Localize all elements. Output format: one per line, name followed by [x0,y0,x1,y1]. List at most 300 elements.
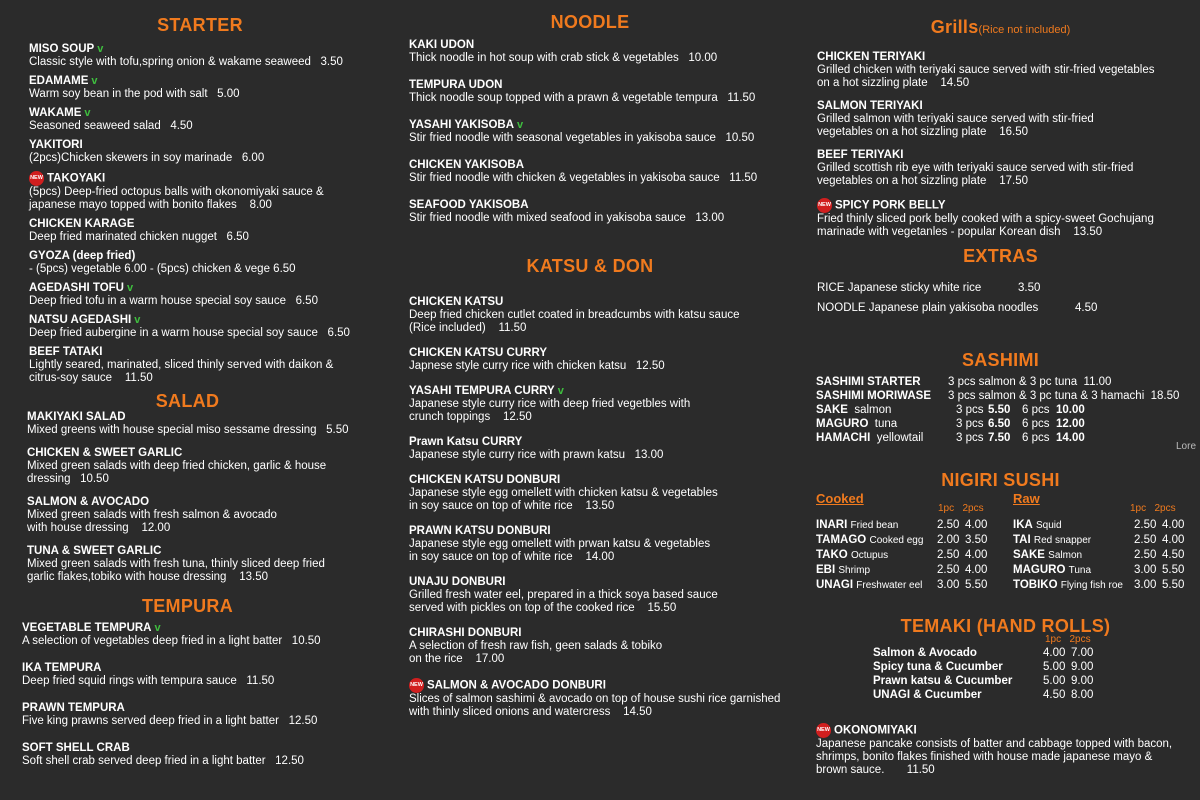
right-column [808,0,1200,800]
menu-item-desc-text: Deep fried tofu in a warm house special soy sauce [29,295,286,307]
nigiri-title: NIGIRI SUSHI [941,470,1060,490]
temaki-row [873,674,1193,688]
nigiri-price-1pc: 3.00 [1134,579,1157,591]
menu-item-name: SOFT SHELL CRAB [22,742,130,754]
menu-item [27,496,399,535]
menu-item-name: CHICKEN YAKISOBA [409,159,525,171]
noodle-list [409,39,804,239]
menu-item-header [22,662,397,675]
menu-item-header [817,149,1197,162]
menu-item-desc [27,460,399,486]
menu-item-desc-text: Stir fried noodle with seasonal vegetables in yakisoba sauce [409,132,716,144]
nigiri-name-cell [816,578,937,593]
nigiri-name: TAI [1013,534,1031,546]
menu-item-desc-line2 [817,175,1197,188]
menu-item-desc-text: Seasoned seaweed salad [29,120,161,132]
menu-item-price: 11.50 [729,172,758,184]
nigiri-name-cell [1013,533,1134,548]
menu-item-name: BEEF TERIYAKI [817,149,904,161]
nigiri-name-cell [816,548,937,563]
sashimi-p3: 3 pcs [956,418,984,430]
menu-item [29,171,399,212]
menu-item-price: 16.50 [999,126,1028,138]
menu-item-header [27,545,399,558]
menu-item-name: CHICKEN KATSU DONBURI [409,474,561,486]
menu-item-header [409,525,804,538]
menu-item-desc2-text: served with pickles on top of the cooked rice [409,602,635,614]
nigiri-sub: Octupus [850,550,889,561]
new-badge-icon: NEW [816,723,831,738]
menu-item-desc-text: Lightly seared, marinated, sliced thinly served with daikon & [29,359,334,371]
menu-item-name: WAKAME [29,107,82,119]
menu-item-header [29,139,399,152]
cooked-header [938,503,984,514]
menu-item-desc-line2 [409,551,804,564]
raw-2pcs-header: 2pcs [1154,503,1176,514]
menu-item-price: 12.50 [275,755,304,767]
menu-item-desc-text: Mixed green salads with fresh tuna, thinly sliced deep fried [27,558,325,570]
sashimi-set-desc: 3 pcs salmon & 3 pc tuna [948,376,1078,388]
nigiri-name: EBI [816,564,836,576]
menu-item-price: 14.50 [940,77,970,89]
menu-item [409,39,804,65]
menu-item [817,149,1197,188]
menu-item [29,282,399,308]
menu-item-desc [29,120,399,133]
menu-item-header [817,198,1197,213]
menu-item-desc-line2 [409,653,804,666]
menu-item-desc [27,558,399,571]
menu-item-desc-line2 [817,126,1197,139]
menu-item-name: Prawn Katsu CURRY [409,436,523,448]
sashimi-title: SASHIMI [961,350,1040,370]
extras-desc: Japanese plain yakisoba noodles [868,302,1039,314]
menu-item-price: 15.50 [647,602,677,614]
nigiri-sub: Salmon [1048,550,1083,561]
menu-item-name: SEAFOOD YAKISOBA [409,199,529,211]
nigiri-price-2pcs: 3.50 [965,534,988,546]
menu-item [22,702,397,728]
menu-item-desc-text: (5pcs) Deep-fried octopus balls with okonomiyaki sauce & [29,186,324,198]
cooked-list [816,518,1001,593]
nigiri-row [1013,578,1198,593]
sashimi-set-price: 18.50 [1150,390,1180,402]
menu-item [409,119,804,145]
menu-item-price: 17.50 [999,175,1028,187]
menu-item-price: 12.00 [141,522,171,534]
menu-item-header [409,678,804,693]
sashimi-sub: tuna [874,418,898,430]
menu-item-desc [409,92,804,105]
sashimi-set-price: 11.00 [1083,376,1112,388]
sashimi-name: MAGURO [816,418,869,430]
menu-item-desc [29,186,399,199]
sashimi-name-cell [816,417,956,431]
sashimi-v3: 6.50 [988,418,1011,430]
menu-item-desc-line2 [409,322,804,335]
nigiri-sub: Red snapper [1033,535,1092,546]
menu-item-header [29,43,399,56]
nigiri-name: TAKO [816,549,848,561]
menu-item-price: 13.50 [585,500,615,512]
menu-item-header [22,702,397,715]
sashimi-v6: 10.00 [1056,404,1085,416]
menu-item-header [409,159,804,172]
menu-item [409,436,804,462]
menu-item-desc-text: (2pcs)Chicken skewers in soy marinade [29,152,233,164]
sashimi-sub: salmon [854,404,892,416]
nigiri-price-1pc: 2.50 [937,519,960,531]
temaki-name: Salmon & Avocado [873,647,977,659]
menu-item-header [27,411,399,424]
menu-item [409,296,804,335]
nigiri-row [1013,533,1198,548]
menu-item-header [29,346,399,359]
nigiri-price-1pc: 3.00 [1134,564,1157,576]
menu-item-desc-text: Grilled chicken with teriyaki sauce served with stir-fried vegetables [817,64,1155,76]
temaki-title: TEMAKI (HAND ROLLS) [900,616,1111,636]
menu-item-name: GYOZA (deep fried) [29,250,136,262]
menu-item-price: 14.50 [623,706,652,718]
menu-item-desc-text: Japanese style curry rice with prawn katsu [409,449,626,461]
nigiri-cooked [816,491,1001,593]
nigiri-price-1pc: 3.00 [937,579,960,591]
menu-item-price: 17.00 [475,653,505,665]
menu-item-header [817,100,1197,113]
menu-item-desc [409,360,804,373]
temaki-row [873,688,1193,702]
menu-item-desc-line2 [409,500,804,513]
menu-item-desc-text: A selection of fresh raw fish, geen salads & tobiko [409,640,663,652]
grills-list [817,51,1197,249]
nigiri-sub: Fried bean [850,520,899,531]
menu-item-header [29,75,399,88]
extras-price: 4.50 [1075,302,1098,314]
menu-item-name: YAKITORI [29,139,83,151]
menu-item-header [29,250,399,263]
menu-item-desc-text: A selection of vegetables deep fried in a light batter [22,635,283,647]
menu-item-price: 6.00 [241,152,265,164]
nigiri-sub: Cooked egg [869,535,924,546]
menu-item-desc [409,309,804,322]
menu-item-desc2-text: on a hot sizzling plate [817,77,928,89]
menu-item-desc [409,172,804,185]
tempura-title: TEMPURA [141,596,234,616]
menu-item-header [409,79,804,92]
menu-item-desc-text: Deep fried squid rings with tempura sauce [22,675,237,687]
okonomiyaki-header [816,723,1200,738]
vegetarian-icon: v [517,119,524,131]
nigiri-price-2pcs: 4.50 [1162,549,1185,561]
sashimi-v3: 7.50 [988,432,1011,444]
extras-name: RICE [817,282,845,294]
nigiri-price-2pcs: 5.50 [1162,564,1185,576]
menu-item-price: 6.50 [295,295,318,307]
menu-item-desc-text: Fried thinly sliced pork belly cooked with a spicy-sweet Gochujang [817,213,1154,225]
menu-item-name: TAKOYAKI [47,172,106,185]
nigiri-row [1013,518,1198,533]
menu-item-desc [29,231,399,244]
grills-title: Grills [930,17,979,37]
new-badge-icon: NEW [817,198,832,213]
temaki-name: Spicy tuna & Cucumber [873,661,1003,673]
menu-item [29,75,399,101]
menu-item-price: 11.50 [727,92,756,104]
temaki-2pcs-header: 2pcs [1069,634,1091,645]
menu-item-desc-text: Slices of salmon sashimi & avocado on top of house sushi rice garnished [409,693,781,705]
nigiri-sub: Flying fish roe [1060,580,1123,591]
menu-item-desc-line2 [817,226,1197,239]
nigiri-name: INARI [816,519,848,531]
menu-item-price: 13.00 [634,449,664,461]
menu-item-header [409,385,804,398]
menu-item-name: NATSU AGEDASHI [29,314,132,326]
menu-item-header [29,107,399,120]
menu-item-desc-text: Deep fried marinated chicken nugget [29,231,217,243]
nigiri-name: UNAGI [816,579,854,591]
menu-item-price: 13.50 [1073,226,1103,238]
menu-item-price: 11.50 [498,322,527,334]
menu-item-desc-text: Japanese style egg omellett with prwan katsu & vegetables [409,538,711,550]
menu-item [409,159,804,185]
menu-item-desc-line2 [29,372,399,385]
menu-item-desc2-text: with thinly sliced onions and watercress [409,706,611,718]
menu-item-price: 12.50 [635,360,665,372]
temaki-price-2pcs: 9.00 [1071,675,1094,687]
menu-item-desc [409,212,804,225]
menu-item-name: PRAWN KATSU DONBURI [409,525,551,537]
sashimi-name-cell [816,403,956,417]
temaki-header [1045,634,1091,645]
sashimi-set-desc: 3 pcs salmon & 3 pc tuna & 3 hamachi [948,390,1145,402]
menu-item-desc-text: Stir fried noodle with chicken & vegetables in yakisoba sauce [409,172,720,184]
nigiri-name: MAGURO [1013,564,1066,576]
menu-item-price: 6.50 [226,231,249,243]
menu-item-header [29,314,399,327]
menu-item-price: 11.50 [124,372,153,384]
menu-item-desc [409,52,804,65]
menu-item-desc [29,263,399,276]
sashimi-set-row [816,389,1196,403]
menu-item [409,525,804,564]
menu-item-name: YASAHI TEMPURA CURRY [409,385,555,397]
vegetarian-icon: v [84,107,91,119]
menu-item-desc-line2 [27,571,399,584]
menu-item-desc2-text: crunch toppings [409,411,491,423]
nigiri-price-1pc: 2.50 [1134,534,1157,546]
sashimi-p6: 6 pcs [1022,404,1050,416]
sashimi-set-row [816,375,1196,389]
menu-item [409,199,804,225]
left-column [0,0,400,800]
menu-item-desc [409,640,804,653]
menu-item-header [22,742,397,755]
menu-item-desc2-text: marinade with vegetanles - popular Korean dish [817,226,1061,238]
menu-item-name: TEMPURA UDON [409,79,503,91]
menu-item-desc [817,162,1197,175]
extras-row [817,282,1197,295]
menu-item-price: 3.50 [320,56,343,68]
nigiri-sub: Shrimp [838,565,871,576]
menu-item-desc [29,359,399,372]
menu-item-desc [27,509,399,522]
menu-item-desc-text: Warm soy bean in the pod with salt [29,88,208,100]
menu-item [29,139,399,165]
menu-item-desc [22,675,397,688]
extras-desc: Japanese sticky white rice [847,282,982,294]
menu-item-header [27,496,399,509]
new-badge-icon: NEW [29,171,44,186]
menu-item-header [409,199,804,212]
extras-row [817,302,1197,315]
katsu-list [409,296,804,731]
menu-item-header [29,171,399,186]
nigiri-price-2pcs: 4.00 [1162,519,1185,531]
menu-item-desc-text: Deep fried aubergine in a warm house special soy sauce [29,327,318,339]
raw-title: Raw [1013,491,1040,506]
starter-title: STARTER [157,15,243,35]
nigiri-sub: Freshwater eel [856,580,923,591]
salad-title: SALAD [155,391,220,411]
nigiri-row [816,533,1001,548]
menu-item [409,576,804,615]
nigiri-name: SAKE [1013,549,1045,561]
starter-list [29,43,399,391]
menu-item [409,79,804,105]
menu-item-desc-text: Thick noodle in hot soup with crab stick & vegetables [409,52,679,64]
menu-item-desc2-text: citrus-soy sauce [29,372,113,384]
menu-item-desc2-text: in soy sauce on top of white rice [409,500,573,512]
menu-item [29,314,399,340]
menu-item-header [409,119,804,132]
temaki-price-1pc: 5.00 [1043,675,1066,687]
cooked-1pc-header: 1pc [938,503,955,514]
menu-item-name: VEGETABLE TEMPURA [22,622,152,634]
sashimi-row [816,403,1196,417]
menu-item-header [409,576,804,589]
menu-item-name: IKA TEMPURA [22,662,102,674]
nigiri-row [1013,548,1198,563]
menu-item-desc-text: Deep fried chicken cutlet coated in breadcumbs with katsu sauce [409,309,740,321]
menu-item-desc [22,755,397,768]
menu-item [817,198,1197,239]
raw-header [1130,503,1176,514]
sashimi-v3: 5.50 [988,404,1011,416]
menu-item-name: SPICY PORK BELLY [835,199,946,212]
menu-item-price: 10.50 [80,473,109,485]
menu-item-desc [817,113,1197,126]
nigiri-price-2pcs: 4.00 [965,519,988,531]
nigiri-price-2pcs: 4.00 [965,549,988,561]
nigiri-row [1013,563,1198,578]
vegetarian-icon: v [91,75,98,87]
extras-title: EXTRAS [963,246,1038,266]
menu-item-desc-line2 [817,77,1197,90]
nigiri-name-cell [1013,518,1134,533]
sashimi-v6: 12.00 [1056,418,1085,430]
menu-item-name: SALMON & AVOCADO [27,496,150,508]
nigiri-name-cell [816,563,937,578]
nigiri-raw [1013,491,1198,593]
extras-list [817,282,1197,322]
nigiri-price-1pc: 2.50 [1134,519,1157,531]
vegetarian-icon: v [154,622,161,634]
okonomiyaki-desc2: shrimps, bonito flakes finished with house made japanese mayo & [816,751,1153,763]
menu-item-desc [817,64,1197,77]
menu-item-price: 8.00 [249,199,272,211]
sashimi-name-cell [816,431,956,445]
menu-item-price: 5.50 [326,424,349,436]
menu-item-desc-text: Japanese style curry rice with deep fried vegetbles with [409,398,691,410]
menu-item-name: CHICKEN KARAGE [29,218,135,230]
menu-item [27,411,399,437]
menu-item-desc [29,152,399,165]
menu-item-desc [22,635,397,648]
menu-item [409,474,804,513]
menu-item [27,447,399,486]
menu-item-desc-text: Soft shell crab served deep fried in a light batter [22,755,266,767]
menu-item-header [409,296,804,309]
menu-item-desc [409,398,804,411]
menu-item-price: 10.00 [688,52,718,64]
menu-item-name: EDAMAME [29,75,89,87]
menu-item-desc-text: Grilled fresh water eel, prepared in a thick soya based sauce [409,589,718,601]
menu-item-price: 12.50 [288,715,318,727]
menu-item-desc2-text: japanese mayo topped with bonito flakes [29,199,237,211]
menu-item-desc [29,327,399,340]
menu-item [29,250,399,276]
menu-item-desc [29,56,399,69]
menu-item [22,662,397,688]
sashimi-set-name: SASHIMI MORIWASE [816,390,932,402]
sashimi-v6: 14.00 [1056,432,1085,444]
menu-item-desc [817,213,1197,226]
menu-item-header [409,627,804,640]
okonomiyaki-name: OKONOMIYAKI [834,724,917,737]
katsu-title: KATSU & DON [526,256,654,276]
menu-item-desc [409,487,804,500]
menu-item-desc-text: - (5pcs) vegetable 6.00 - (5pcs) chicken & vege 6.50 [29,263,296,275]
menu-item-desc2-text: with house dressing [27,522,129,534]
nigiri-price-1pc: 2.50 [937,564,960,576]
sashimi-list [816,375,1196,445]
menu-item-header [409,436,804,449]
raw-1pc-header: 1pc [1130,503,1147,514]
menu-item-desc2-text: garlic flakes,tobiko with house dressing [27,571,227,583]
sashimi-p6: 6 pcs [1022,432,1050,444]
menu-item-header [409,474,804,487]
nigiri-name-cell [1013,563,1134,578]
menu-item-desc2-text: in soy sauce on top of white rice [409,551,573,563]
menu-item-desc-text: Grilled scottish rib eye with teriyaki sauce served with stir-fried [817,162,1134,174]
okonomiyaki-price: 11.50 [906,764,935,776]
vegetarian-icon: v [134,314,141,326]
menu-item-desc-line2 [409,706,804,719]
menu-item-price: 6.50 [327,327,350,339]
temaki-price-2pcs: 7.00 [1071,647,1094,659]
menu-item-desc-text: Grilled salmon with teriyaki sauce served with stir-fried [817,113,1094,125]
extras-name: NOODLE [817,302,866,314]
nigiri-price-2pcs: 5.50 [965,579,988,591]
sashimi-set-name: SASHIMI STARTER [816,376,921,388]
menu-item-desc-line2 [29,199,399,212]
menu-item-header [409,347,804,360]
menu-item-desc2-text: vegetables on a hot sizzling plate [817,126,987,138]
menu-item-desc2-text: (Rice included) [409,322,486,334]
menu-item [29,107,399,133]
menu-item-price: 10.50 [725,132,755,144]
sashimi-row [816,417,1196,431]
